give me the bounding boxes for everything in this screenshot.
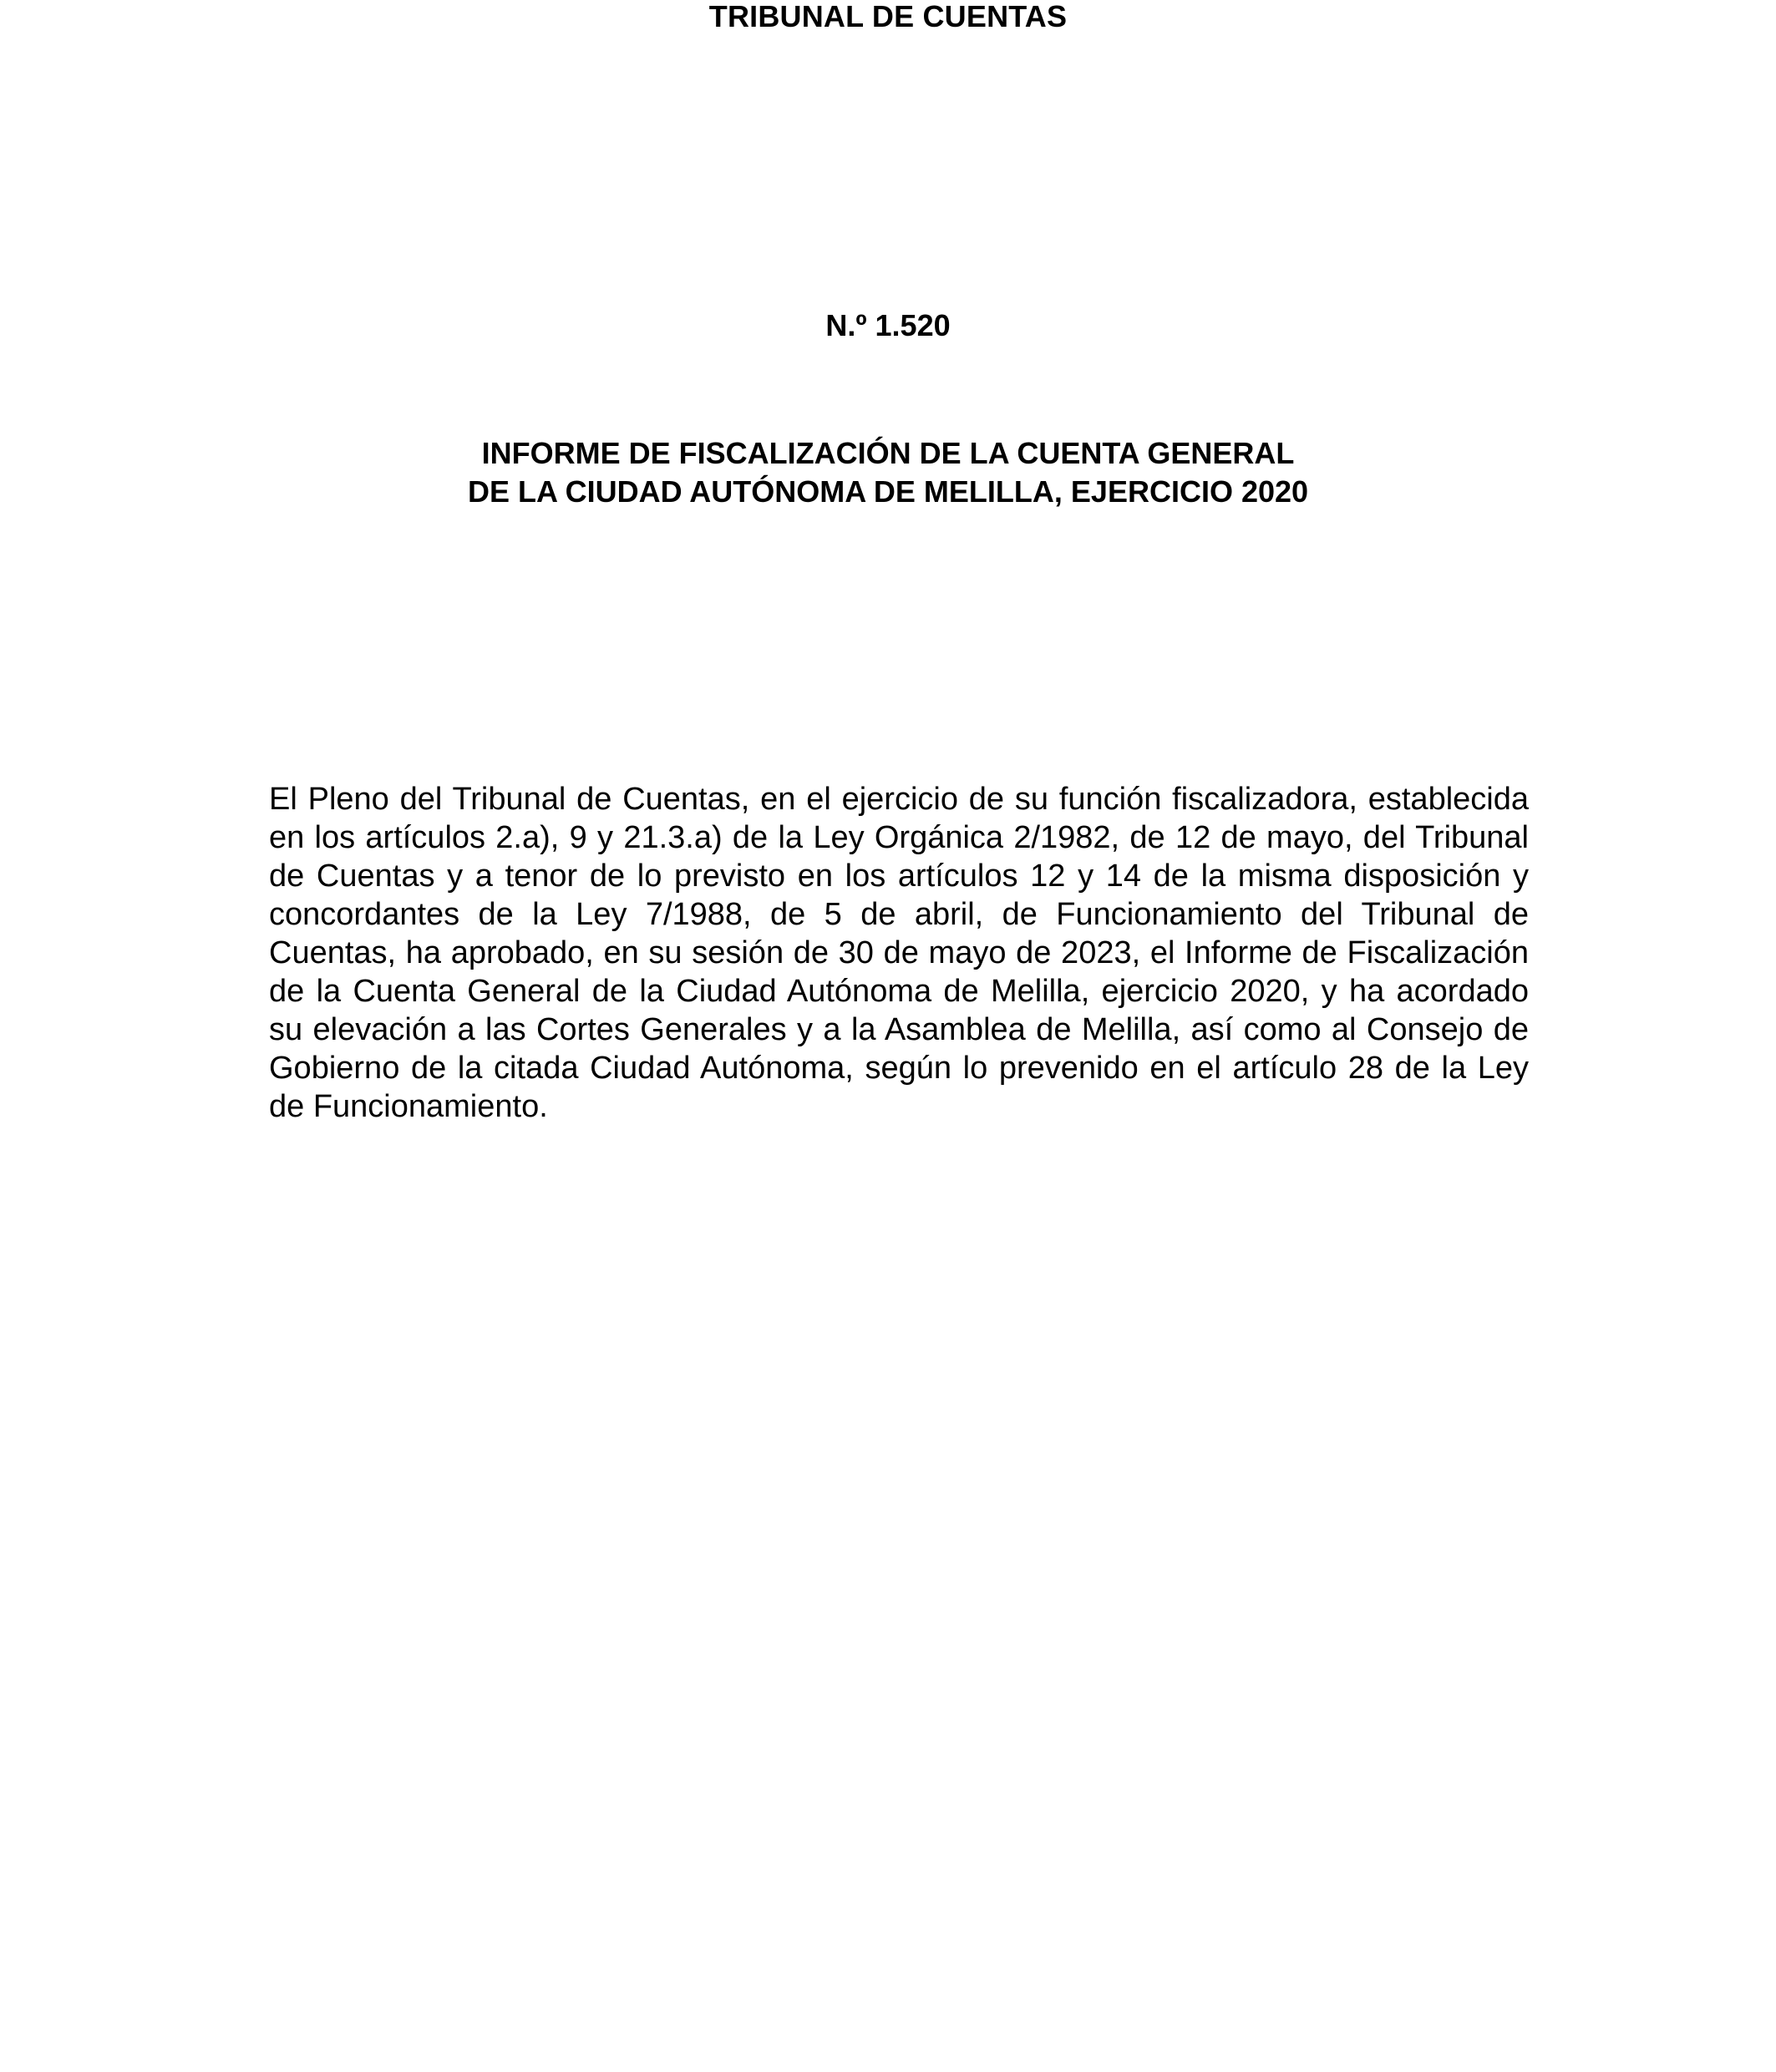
body-paragraph	[269, 780, 1529, 1126]
body-line: de Cuentas y a tenor de lo previsto en los artículos 12 y 14 de la misma disposición y	[269, 859, 1529, 894]
body-line: Gobierno de la citada Ciudad Autónoma, según lo prevenido en el artículo 28 de la Ley	[269, 1051, 1529, 1086]
report-number: N.º 1.520	[825, 308, 951, 342]
body-line: de la Cuenta General de la Ciudad Autónoma de Melilla, ejercicio 2020, y ha acordado	[269, 974, 1529, 1009]
body-line: concordantes de la Ley 7/1988, de 5 de abril, de Funcionamiento del Tribunal de	[269, 897, 1529, 932]
body-line: de Funcionamiento.	[269, 1089, 548, 1124]
report-title	[0, 434, 1776, 511]
body-line: Cuentas, ha aprobado, en su sesión de 30 de mayo de 2023, el Informe de Fiscalización	[269, 935, 1529, 970]
body-line: su elevación a las Cortes Generales y a la Asamblea de Melilla, así como al Consejo de	[269, 1012, 1529, 1047]
body-line: El Pleno del Tribunal de Cuentas, en el ejercicio de su función fiscalizadora, establecida	[269, 782, 1529, 817]
report-title-line-1: INFORME DE FISCALIZACIÓN DE LA CUENTA GENERAL	[481, 436, 1295, 470]
body-line: en los artículos 2.a), 9 y 21.3.a) de la Ley Orgánica 2/1982, de 12 de mayo, del Tribunal	[269, 820, 1529, 855]
institution-header: TRIBUNAL DE CUENTAS	[708, 0, 1068, 33]
report-title-line-2: DE LA CIUDAD AUTÓNOMA DE MELILLA, EJERCICIO 2020	[467, 474, 1309, 509]
